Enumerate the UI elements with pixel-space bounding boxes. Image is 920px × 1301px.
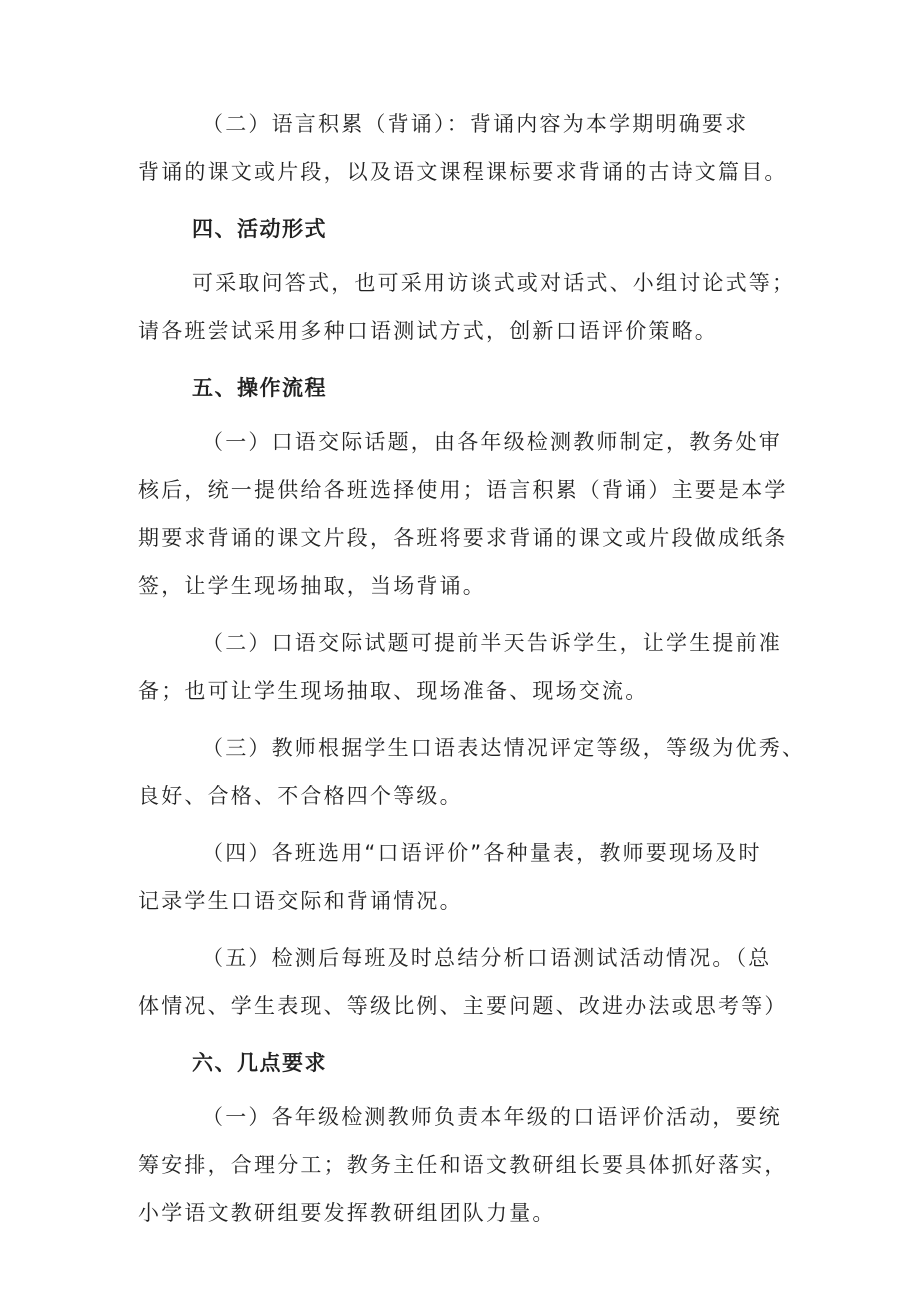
text-line: 可采取问答式，也可采用访谈式或对话式、小组讨论式等； <box>192 271 796 295</box>
text-line: 期要求背诵的课文片段，各班将要求背诵的课文或片段做成纸条 <box>138 526 788 550</box>
paragraph-language-accumulation <box>138 100 803 196</box>
text-line: 小学语文教研组要发挥教研组团队力量。 <box>138 1201 556 1225</box>
section-heading-activity-form: 四、活动形式 <box>192 217 327 241</box>
text-line: （一）口语交际话题，由各年级检测教师制定，教务处审 <box>202 430 782 454</box>
text-line: 背诵的课文或片段，以及语文课程课标要求背诵的古诗文篇目。 <box>138 160 788 184</box>
text-line: （三）教师根据学生口语表达情况评定等级，等级为优秀、 <box>202 736 806 760</box>
text-line: 请各班尝试采用多种口语测试方式，创新口语评价策略。 <box>138 319 718 343</box>
text-line: （二）口语交际试题可提前半天告诉学生，让学生提前准 <box>202 631 782 655</box>
text-line: 体情况、学生表现、等级比例、主要问题、改进办法或思考等） <box>138 994 788 1018</box>
text-line: （四）各班选用“口语评价”各种量表，教师要现场及时 <box>202 841 762 865</box>
text-line: 良好、合格、不合格四个等级。 <box>138 784 463 808</box>
list-item-process-2 <box>138 619 803 715</box>
list-item-process-5 <box>138 934 803 1030</box>
text-line: 备；也可让学生现场抽取、现场准备、现场交流。 <box>138 679 649 703</box>
list-item-process-1 <box>138 418 803 610</box>
list-item-process-3 <box>138 724 806 820</box>
list-item-process-4 <box>138 829 803 925</box>
text-line: 核后，统一提供给各班选择使用；语言积累（背诵）主要是本学 <box>138 478 788 502</box>
document-body <box>138 100 806 1237</box>
text-line: （一）各年级检测教师负责本年级的口语评价活动，要统 <box>202 1105 782 1129</box>
list-item-requirement-1 <box>138 1093 803 1237</box>
text-line: （五）检测后每班及时总结分析口语测试活动情况。（总 <box>202 946 772 970</box>
text-line: 记录学生口语交际和背诵情况。 <box>138 889 463 913</box>
section-heading-operation-process: 五、操作流程 <box>192 376 327 400</box>
paragraph-activity-form <box>138 259 803 355</box>
text-line: 签，让学生现场抽取，当场背诵。 <box>138 574 486 598</box>
text-line: （二）语言积累（背诵）：背诵内容为本学期明确要求 <box>202 112 749 136</box>
text-line: 筹安排，合理分工；教务主任和语文教研组长要具体抓好落实， <box>138 1153 788 1177</box>
section-heading-requirements: 六、几点要求 <box>192 1051 327 1075</box>
